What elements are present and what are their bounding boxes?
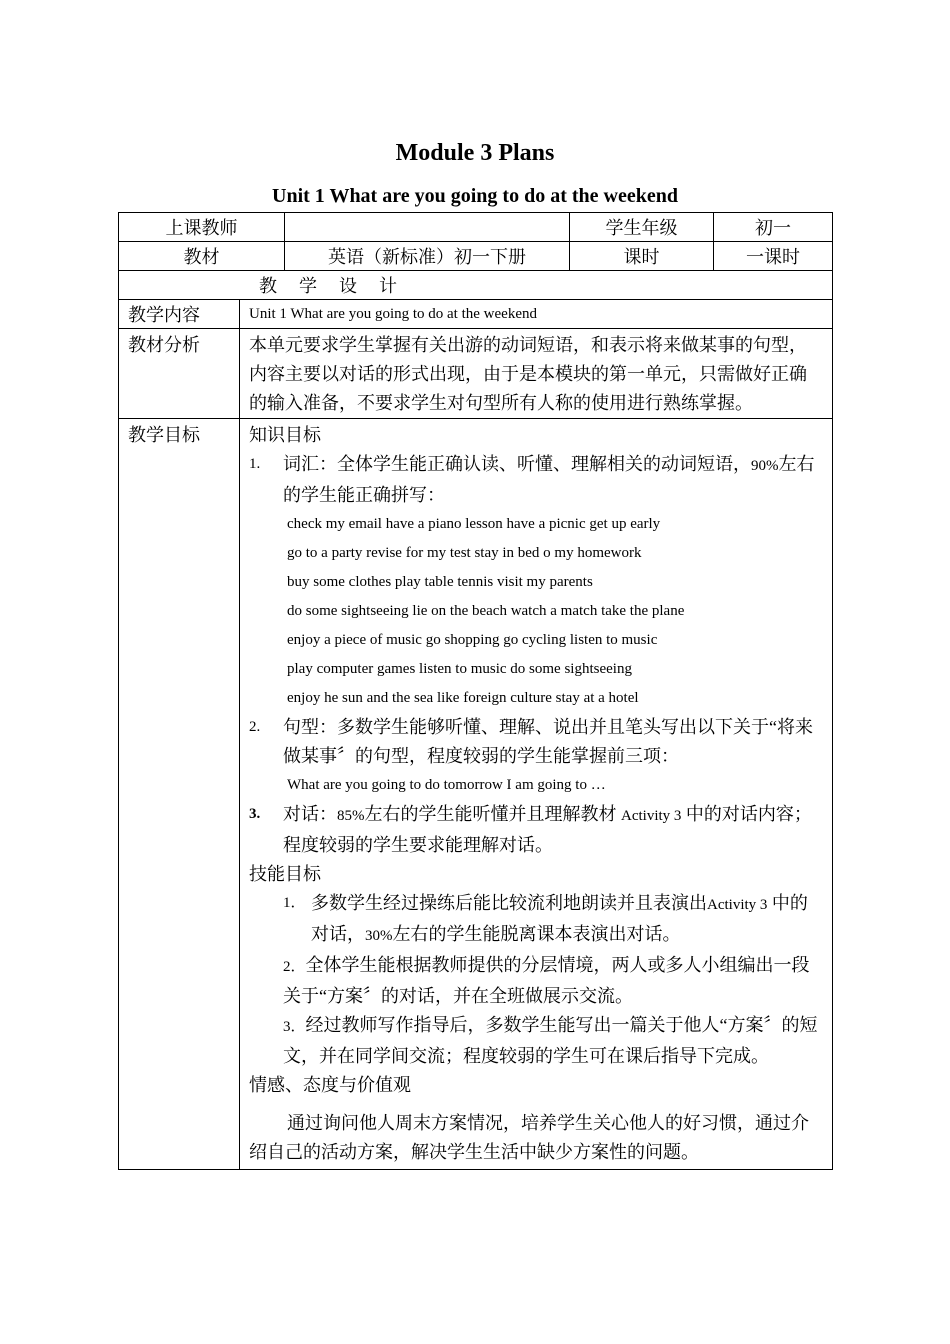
- period-label: 课时: [570, 242, 714, 271]
- item-text: 中的对话内容；程度较弱的学生要求能理解对话。: [283, 804, 812, 855]
- item-activity: Activity 3: [707, 897, 768, 913]
- item-number: 3．: [283, 1019, 306, 1035]
- vocab-line: enjoy he sun and the sea like foreign culture stay at a hotel: [287, 690, 639, 706]
- page-title: Module 3 Plans: [395, 140, 555, 166]
- skills-item-1: [249, 889, 824, 951]
- grade-value: 初一: [714, 213, 833, 242]
- item-text: 左右的学生能听懂并且理解教材: [364, 804, 617, 824]
- grade-label: 学生年级: [570, 213, 714, 242]
- analysis-label: 教材分析: [119, 329, 240, 419]
- knowledge-item-2: [249, 713, 824, 771]
- knowledge-heading: 知识目标: [249, 425, 321, 445]
- item-activity: Activity 3: [621, 808, 682, 824]
- skills-item-3: [249, 1011, 824, 1071]
- item-percent: 30%: [365, 928, 393, 944]
- item-number: 2．: [283, 959, 306, 975]
- teacher-value: [285, 213, 570, 242]
- item-text: 词汇：全体学生能正确认读、听懂、理解相关的动词短语，: [283, 454, 751, 474]
- vocab-line: do some sightseeing lie on the beach watch a match take the plane: [287, 603, 685, 619]
- item-text: 多数学生经过操练后能比较流利地朗读并且表演出: [311, 893, 707, 913]
- values-text: 通过询问他人周末方案情况，培养学生关心他人的好习惯，通过介绍自己的活动方案，解决学生生活中缺少方案性的问题。: [249, 1113, 809, 1162]
- item-text: 句型：多数学生能够听懂、理解、说出并且笔头写出以下关于“将来做某事〞的句型，程度较弱的学生能掌握前三项：: [283, 717, 813, 766]
- design-header: 教学设计: [119, 271, 833, 300]
- item-number: 1．: [283, 895, 306, 911]
- teacher-label: 上课教师: [119, 213, 285, 242]
- item-number: 2.: [249, 719, 261, 735]
- textbook-label: 教材: [119, 242, 285, 271]
- item-percent: 85%: [337, 808, 365, 824]
- textbook-value: 英语（新标准）初一下册: [285, 242, 570, 271]
- lesson-plan-table: [118, 212, 833, 1170]
- content-label: 教学内容: [119, 300, 240, 329]
- item-text: 左右的学生能正确拼写：: [283, 454, 815, 505]
- item-text: 中的对话，: [311, 893, 808, 944]
- item-percent: 90%: [751, 458, 779, 474]
- page-subtitle: Unit 1 What are you going to do at the weekend: [272, 185, 678, 207]
- vocab-line: play computer games listen to music do some sightseeing: [287, 661, 632, 677]
- knowledge-item-3: [249, 800, 824, 860]
- skills-item-2: [249, 951, 824, 1011]
- goals-content: [240, 419, 833, 1170]
- values-heading: 情感、态度与价值观: [249, 1075, 411, 1095]
- item-text: 全体学生能根据教师提供的分层情境，两人或多人小组编出一段关于“方案〞的对话，并在全班做展示交流。: [283, 955, 810, 1006]
- vocab-line: buy some clothes play table tennis visit my parents: [287, 574, 593, 590]
- content-value: Unit 1 What are you going to do at the weekend: [240, 300, 833, 329]
- analysis-text: 本单元要求学生掌握有关出游的动词短语，和表示将来做某事的句型，内容主要以对话的形式出现，由于是本模块的第一单元，只需做好正确的输入准备，不要求学生对句型所有人称的使用进行熟练掌握。: [240, 329, 833, 419]
- item-number: 1.: [249, 456, 261, 472]
- goals-label: 教学目标: [119, 419, 240, 1170]
- knowledge-item-1: [249, 450, 824, 510]
- example-sentence: What are you going to do tomorrow I am going to …: [287, 777, 606, 793]
- item-text: 对话：: [283, 804, 337, 824]
- item-number: 3.: [249, 806, 261, 822]
- item-text: 经过教师写作指导后，多数学生能写出一篇关于他人“方案〞的短文，并在同学间交流；程度较弱的学生可在课后指导下完成。: [283, 1015, 818, 1066]
- skills-heading: 技能目标: [249, 864, 321, 884]
- vocab-line: go to a party revise for my test stay in bed o my homework: [287, 545, 642, 561]
- vocab-line: enjoy a piece of music go shopping go cycling listen to music: [287, 632, 658, 648]
- period-value: 一课时: [714, 242, 833, 271]
- vocab-line: check my email have a piano lesson have a picnic get up early: [287, 516, 661, 532]
- item-text: 左右的学生能脱离课本表演出对话。: [392, 924, 681, 944]
